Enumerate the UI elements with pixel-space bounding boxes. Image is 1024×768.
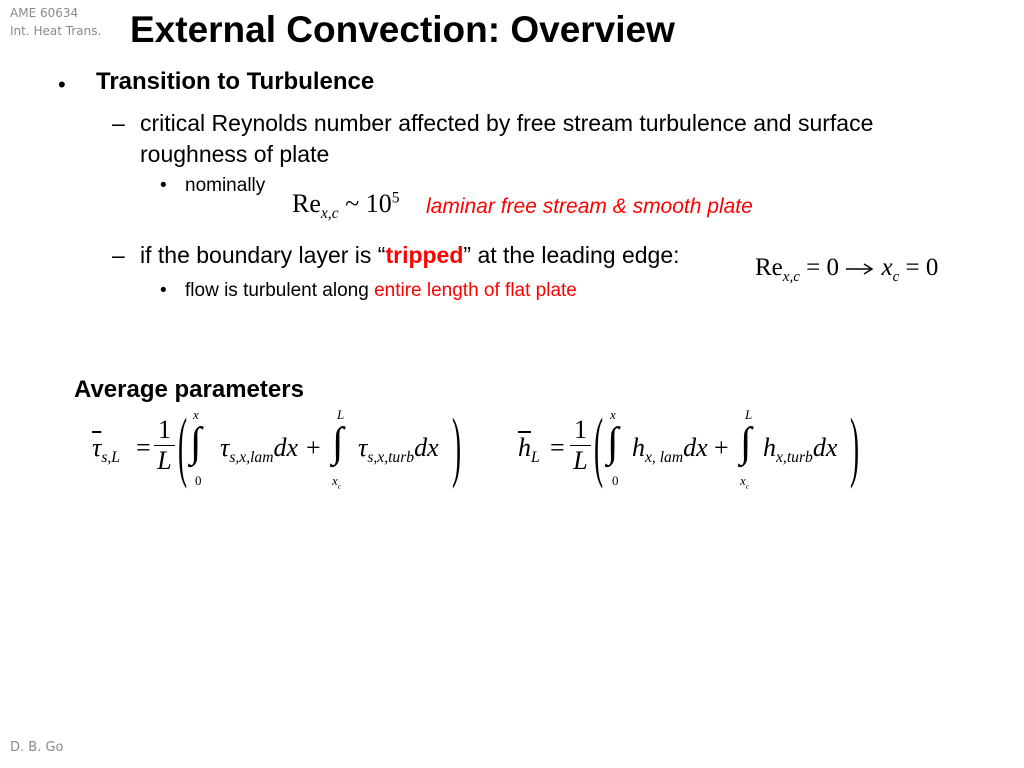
xc-subscript: c [892, 269, 900, 285]
one-over-l-fraction [570, 415, 591, 476]
int2-upper-limit: L [337, 407, 345, 422]
bullet-turbulent [185, 280, 577, 302]
bullet-main: Transition to Turbulence [96, 68, 375, 95]
entire-length-emphasis: entire length of flat plate [374, 280, 577, 301]
integral-icon: ∫ [607, 420, 619, 466]
laminar-note: laminar free stream & smooth plate [426, 195, 753, 218]
plus-sign: + [714, 433, 729, 462]
bullet-icon: • [58, 72, 66, 97]
bullet-turbulent-text: flow is turbulent along [185, 280, 375, 301]
integral-icon: ∫ [740, 420, 752, 466]
paren-right: ) [452, 402, 462, 489]
paren-left: ( [594, 402, 604, 489]
average-parameters-heading: Average parameters [74, 376, 304, 403]
h-turb-term: $h_{x,turb}dx$ [763, 433, 838, 467]
reynolds-critical-equation [292, 189, 400, 223]
bullet-icon: • [160, 175, 167, 196]
tau-bar-symbol: $\overline{\tau}_{s,L}$ [92, 433, 120, 467]
bullet-sub1: critical Reynolds number affected by free stream turbulence and surface roughness of plate [140, 110, 874, 167]
h-lam-term: $h_{x, lam}dx$ [632, 433, 708, 467]
course-name: Int. Heat Trans. [10, 24, 102, 38]
equals-sign: = [136, 433, 151, 462]
bullet-icon: • [160, 280, 167, 301]
re-subscript: x,c [320, 205, 339, 223]
dash-icon: – [112, 242, 125, 268]
tripped-emphasis: tripped [385, 242, 464, 268]
dash-icon: – [112, 110, 125, 136]
average-heat-transfer-equation [518, 402, 863, 495]
arrow-right-icon [845, 262, 875, 276]
h-bar-symbol: $\overline{h}_L$ [518, 433, 540, 467]
xc-variable: x [881, 254, 893, 281]
equals-sign: = [550, 433, 565, 462]
bullet-sub2-text-before: if the boundary layer is “ [140, 242, 386, 268]
plus-sign: + [306, 433, 321, 462]
reynolds-tripped-equation [755, 254, 938, 286]
fraction-denominator: L [157, 446, 172, 475]
int1-lower-limit: 0 [612, 473, 619, 488]
bullet-nominally: nominally [185, 175, 266, 196]
bullet-sub2 [140, 240, 680, 271]
fraction-numerator: 1 [154, 415, 175, 446]
equals-zero-2: = 0 [905, 254, 939, 281]
average-shear-equation [92, 402, 467, 495]
int1-upper-limit: x [193, 407, 199, 422]
slide-title: External Convection: Overview [130, 9, 675, 50]
integral-icon: ∫ [332, 420, 344, 466]
course-label [10, 4, 101, 40]
int2-upper-limit: L [745, 407, 753, 422]
tau-turb-term: $\tau_{s,x,turb}dx$ [358, 433, 439, 467]
course-code: AME 60634 [10, 6, 79, 20]
int1-lower-limit: 0 [195, 473, 202, 488]
bullet-sub2-text-after: ” at the leading edge: [463, 242, 680, 268]
fraction-denominator: L [573, 446, 588, 475]
int1-upper-limit: x [610, 407, 616, 422]
re-relation: ~ 10 [345, 189, 392, 218]
integral-icon: ∫ [190, 420, 202, 466]
paren-left: ( [178, 402, 188, 489]
int2-lower-limit: $x_c$ [740, 473, 750, 491]
equals-zero: = 0 [806, 254, 839, 281]
tau-lam-term: $\tau_{s,x,lam}dx$ [220, 433, 299, 467]
author-footer: D. B. Go [10, 740, 64, 755]
re-symbol: Re [755, 254, 783, 281]
re-subscript: x,c [782, 269, 800, 285]
re-exponent: 5 [391, 189, 400, 207]
one-over-l-fraction [154, 415, 175, 476]
fraction-numerator: 1 [570, 415, 591, 446]
int2-lower-limit: $x_c$ [332, 473, 342, 491]
re-symbol: Re [292, 189, 321, 218]
paren-right: ) [850, 402, 860, 489]
